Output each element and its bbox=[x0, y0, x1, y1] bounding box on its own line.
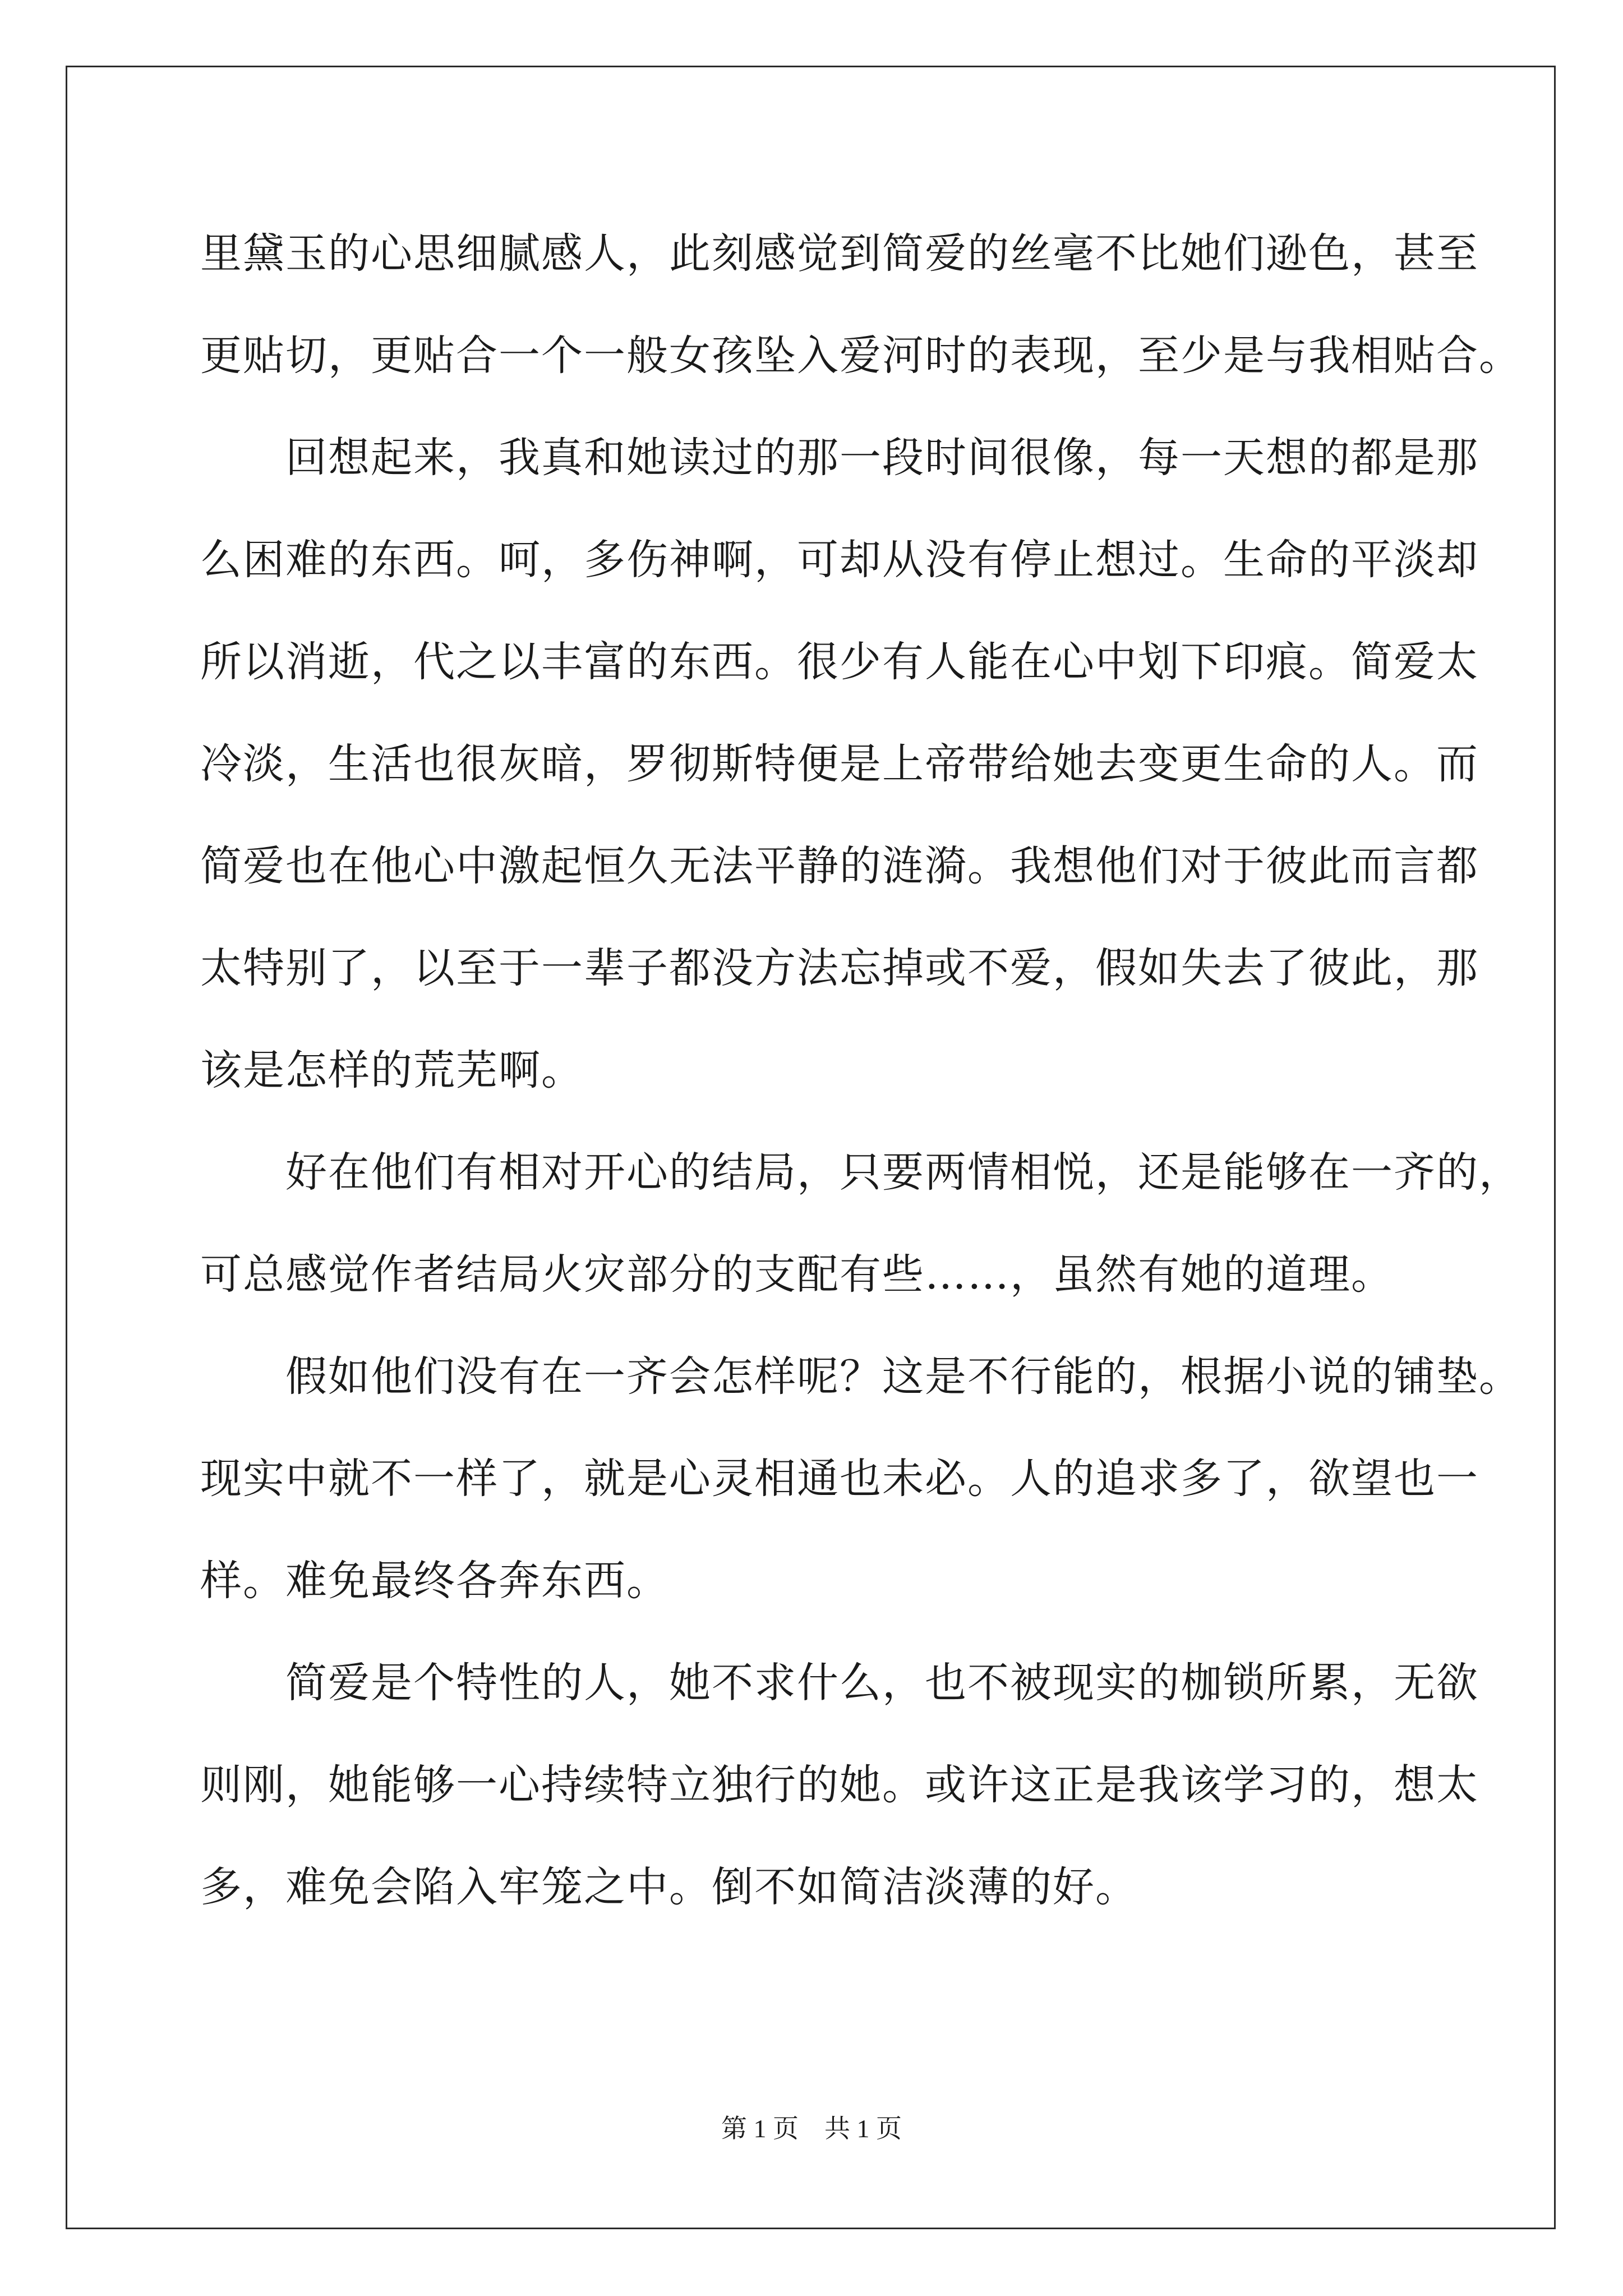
text-line: 回想起来，我真和她读过的那一段时间很像，每一天想的都是那 bbox=[200, 434, 1479, 482]
text-line: 里黛玉的心思细腻感人，此刻感觉到简爱的丝毫不比她们逊色，甚至 bbox=[200, 229, 1479, 278]
text-line: 么困难的东西。呵，多伤神啊，可却从没有停止想过。生命的平淡却 bbox=[200, 536, 1479, 584]
text-line: 太特别了，以至于一辈子都没方法忘掉或不爱，假如失去了彼此，那 bbox=[200, 944, 1479, 992]
text-line: 假如他们没有在一齐会怎样呢？这是不行能的，根据小说的铺垫。 bbox=[200, 1352, 1521, 1401]
text-line: 更贴切，更贴合一个一般女孩坠入爱河时的表现，至少是与我相贴合。 bbox=[200, 332, 1521, 380]
text-line: 可总感觉作者结局火灾部分的支配有些……，虽然有她的道理。 bbox=[200, 1250, 1394, 1299]
document-body bbox=[200, 209, 1521, 1944]
text-line: 该是怎样的荒芜啊。 bbox=[200, 1046, 584, 1094]
text-line: 简爱是个特性的人，她不求什么，也不被现实的枷锁所累，无欲 bbox=[200, 1659, 1479, 1707]
text-line: 样。难免最终各奔东西。 bbox=[200, 1557, 669, 1605]
text-line: 多，难免会陷入牢笼之中。倒不如简洁淡薄的好。 bbox=[200, 1863, 1138, 1911]
text-line: 现实中就不一样了，就是心灵相通也未必。人的追求多了，欲望也一 bbox=[200, 1455, 1479, 1503]
text-line: 所以消逝，代之以丰富的东西。很少有人能在心中划下印痕。简爱太 bbox=[200, 638, 1479, 686]
text-line: 则刚，她能够一心持续特立独行的她。或许这正是我该学习的，想太 bbox=[200, 1761, 1479, 1809]
text-line: 冷淡，生活也很灰暗，罗彻斯特便是上帝带给她去变更生命的人。而 bbox=[200, 740, 1479, 788]
text-line: 简爱也在他心中激起恒久无法平静的涟漪。我想他们对于彼此而言都 bbox=[200, 842, 1479, 890]
text-line: 好在他们有相对开心的结局，只要两情相悦，还是能够在一齐的， bbox=[200, 1148, 1521, 1197]
page-number-footer: 第 1 页 共 1 页 bbox=[721, 2114, 902, 2143]
